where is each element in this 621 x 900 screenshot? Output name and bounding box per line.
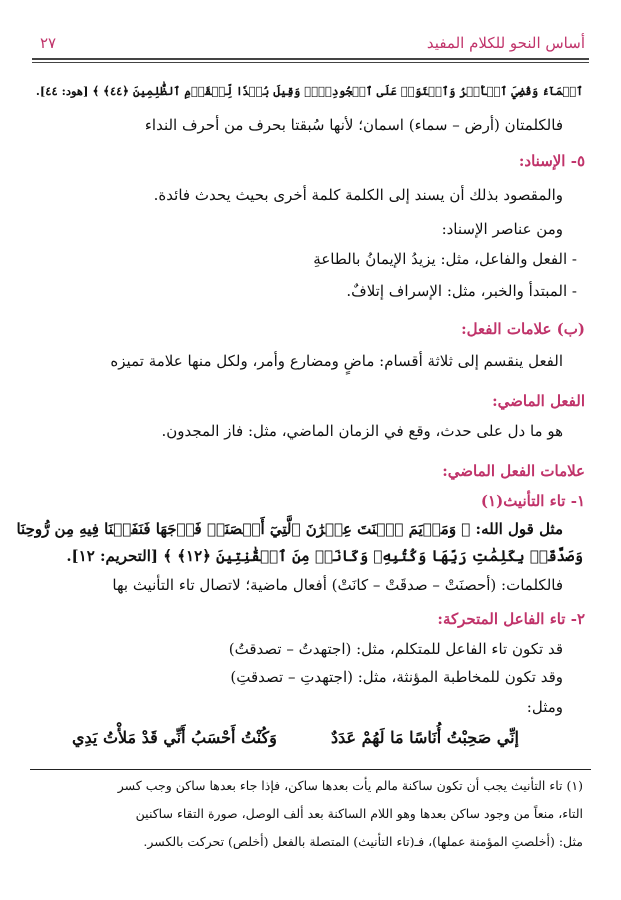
footnote-line: (١) تاء التأنيث يجب أن تكون ساكنة مالم يأت بعدها ساكن، فإذا جاء بعدها ساكن وجب كسر [117, 778, 583, 793]
poem-hemistich-second: وَكُنْتُ أَحْسَبُ أَنِّي قَدْ مَلأْتُ يَدِي [72, 728, 277, 747]
item-heading-taa-tanith: ١- تاء التأنيث(١) [480, 492, 585, 510]
body-text: قد تكون تاء الفاعل للمتكلم، مثل: (اجتهدتُ – تصدقتُ) [228, 640, 563, 658]
page-number: ٢٧ [40, 34, 57, 52]
list-item: - المبتدأ والخبر، مثل: الإسراف إتلافٌ. [346, 282, 577, 300]
header-rule [32, 58, 589, 60]
quran-verse-continuation: ٱلۡمَآءُ وَقُضِيَ ٱلۡأَمۡرُ وَٱسۡتَوَتۡ عَلَى ٱلۡجُودِيِّۖ وَقِيلَ بُعۡدٗا لِّلۡقَوۡمِ ٱلظَّٰلِمِينَ ﴿٤٤﴾ ﴾ [هود: ٤٤]. [35, 84, 583, 98]
quran-verse: وَصَدَّقَتۡ بِكَلِمَٰتِ رَبِّهَا وَكُتُبِهِۦ وَكَانَتۡ مِنَ ٱلۡقَٰنِتِينَ ﴿١٢﴾ ﴾ [التحريم: ١٢]. [66, 547, 583, 565]
body-text: هو ما دل على حدث، وقع في الزمان الماضي، مثل: فاز المجدون. [161, 422, 563, 440]
body-text: وقد تكون للمخاطبة المؤنثة، مثل: (اجتهدتِ – تصدقتِ) [230, 668, 563, 686]
body-text: الفعل ينقسم إلى ثلاثة أقسام: ماضٍ ومضارع وأمر، ولكل منها علامة تميزه [110, 352, 563, 370]
body-text: فالكلمتان (أرض – سماء) اسمان؛ لأنها سُبقتا بحرف من أحرف النداء [144, 116, 563, 134]
book-title: أساس النحو للكلام المفيد [426, 34, 585, 52]
item-heading-taa-fael: ٢- تاء الفاعل المتحركة: [437, 610, 585, 628]
subheading-past-verb-signs: علامات الفعل الماضي: [442, 462, 585, 480]
footnote-line: مثل: (أخلصتِ المؤمنة عملها)، فـ(تاء التأنيث) المتصلة بالفعل (أخلص) تحركت بالكسر. [143, 834, 583, 849]
poem-hemistich-first: إنِّي صَحِبْتُ أُنَاسًا مَا لَهُمْ عَدَدٌ [330, 728, 519, 747]
footnote-line: التاء، منعاً من وجود ساكن بعدها وهو اللام الساكنة بعد ألف الوصل، صورة التقاء ساكنين [135, 806, 583, 821]
footnote-rule [30, 769, 591, 770]
quran-verse: مثل قول الله: ﴿ وَمَرۡيَمَ ٱبۡنَتَ عِمۡرَٰنَ ٱلَّتِيٓ أَحۡصَنَتۡ فَرۡجَهَا فَنَفَخۡنَا فِيهِ مِن رُّوحِنَا [16, 520, 563, 538]
page-header [30, 30, 591, 56]
section-heading-isnad: ٥- الإسناد: [518, 152, 585, 170]
body-text: ومثل: [526, 698, 563, 716]
subheading-past-verb: الفعل الماضي: [492, 392, 585, 410]
header-rule-thin [32, 62, 589, 63]
list-item: - الفعل والفاعل، مثل: يزيدُ الإيمانُ بالطاعةِ [313, 250, 577, 268]
body-text: ومن عناصر الإسناد: [441, 220, 563, 238]
poem-verse [62, 728, 559, 754]
section-heading-verb-signs: (ب) علامات الفعل: [461, 320, 585, 338]
body-text: فالكلمات: (أحصنَتْ – صدقَتْ – كانَتْ) أفعال ماضية؛ لاتصال تاء التأنيث بها [112, 576, 563, 594]
body-text: والمقصود بذلك أن يسند إلى الكلمة كلمة أخرى بحيث يحدث فائدة. [153, 186, 563, 204]
